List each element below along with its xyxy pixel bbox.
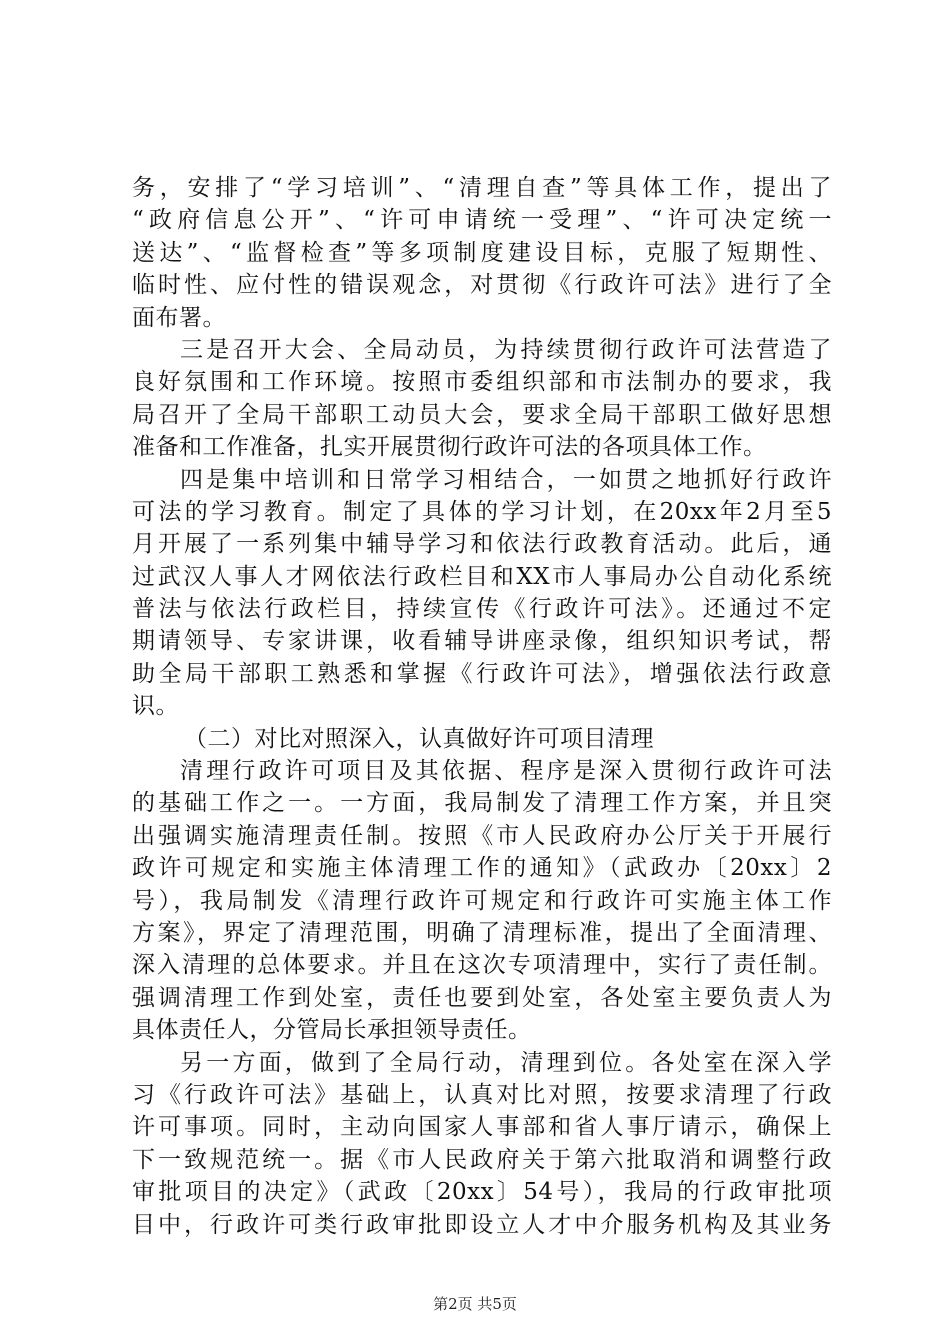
- text-line: 普法与依法行政栏目，持续宣传《行政许可法》。还通过不定: [132, 596, 832, 623]
- paragraph: [132, 464, 832, 723]
- text-line: “政府信息公开”、“许可申请统一受理”、“许可决定统一: [132, 207, 832, 234]
- text-line: 具体责任人，分管局长承担领导责任。: [132, 1017, 532, 1044]
- text-line: 许可事项。同时，主动向国家人事部和省人事厅请示，确保上: [132, 1114, 832, 1141]
- text-line: 识。: [132, 693, 179, 720]
- text-line: 下一致规范统一。据《市人民政府关于第六批取消和调整行政: [132, 1146, 832, 1173]
- text-line: 送达”、“监督检查”等多项制度建设目标，克服了短期性、: [132, 239, 832, 266]
- text-line: 局召开了全局干部职工动员大会，要求全局干部职工做好思想: [132, 401, 832, 428]
- document-body: [132, 172, 832, 1241]
- text-line: 号），我局制发《清理行政许可规定和行政许可实施主体工作: [132, 887, 832, 914]
- text-line: 清理行政许可项目及其依据、程序是深入贯彻行政许可法: [180, 758, 832, 785]
- section-heading: [132, 723, 832, 755]
- paragraph: [132, 172, 832, 334]
- text-line: 过武汉人事人才网依法行政栏目和XX市人事局办公自动化系统: [132, 563, 832, 590]
- page-number-footer: 第2页 共5页: [433, 1295, 517, 1313]
- text-line: 临时性、应付性的错误观念，对贯彻《行政许可法》进行了全: [132, 272, 832, 299]
- text-line: 三是召开大会、全局动员，为持续贯彻行政许可法营造了: [180, 336, 832, 363]
- text-line: 四是集中培训和日常学习相结合，一如贯之地抓好行政许: [180, 466, 832, 493]
- text-line: 出强调实施清理责任制。按照《市人民政府办公厅关于开展行: [132, 822, 832, 849]
- text-line: 良好氛围和工作环境。按照市委组织部和市法制办的要求，我: [132, 369, 832, 396]
- text-line: 方案》，界定了清理范围，明确了清理标准，提出了全面清理、: [132, 919, 832, 946]
- text-line: 可法的学习教育。制定了具体的学习计划，在20xx年2月至5: [132, 498, 832, 525]
- text-line: 月开展了一系列集中辅导学习和依法行政教育活动。此后，通: [132, 531, 832, 558]
- text-line: 面布署。: [132, 304, 226, 331]
- text-line: 目中，行政许可类行政审批即设立人才中介服务机构及其业务: [132, 1211, 832, 1238]
- text-line: 助全局干部职工熟悉和掌握《行政许可法》，增强依法行政意: [132, 660, 832, 687]
- text-line: 深入清理的总体要求。并且在这次专项清理中，实行了责任制。: [132, 952, 832, 979]
- text-line: 的基础工作之一。一方面，我局制发了清理工作方案，并且突: [132, 790, 832, 817]
- text-line: 另一方面，做到了全局行动，清理到位。各处室在深入学: [180, 1049, 832, 1076]
- text-line: （二）对比对照深入，认真做好许可项目清理: [184, 725, 654, 752]
- paragraph: [132, 334, 832, 464]
- paragraph: [132, 1047, 832, 1241]
- text-line: 期请领导、专家讲课，收看辅导讲座录像，组织知识考试，帮: [132, 628, 832, 655]
- paragraph: [132, 755, 832, 1047]
- text-line: 准备和工作准备，扎实开展贯彻行政许可法的各项具体工作。: [132, 434, 767, 461]
- text-line: 政许可规定和实施主体清理工作的通知》（武政办〔20xx〕2: [132, 855, 832, 882]
- text-line: 习《行政许可法》基础上，认真对比对照，按要求清理了行政: [132, 1081, 832, 1108]
- text-line: 强调清理工作到处室，责任也要到处室，各处室主要负责人为: [132, 984, 832, 1011]
- text-line: 务，安排了“学习培训”、“清理自查”等具体工作，提出了: [132, 175, 832, 201]
- text-line: 审批项目的决定》（武政〔20xx〕54号），我局的行政审批项: [132, 1179, 832, 1206]
